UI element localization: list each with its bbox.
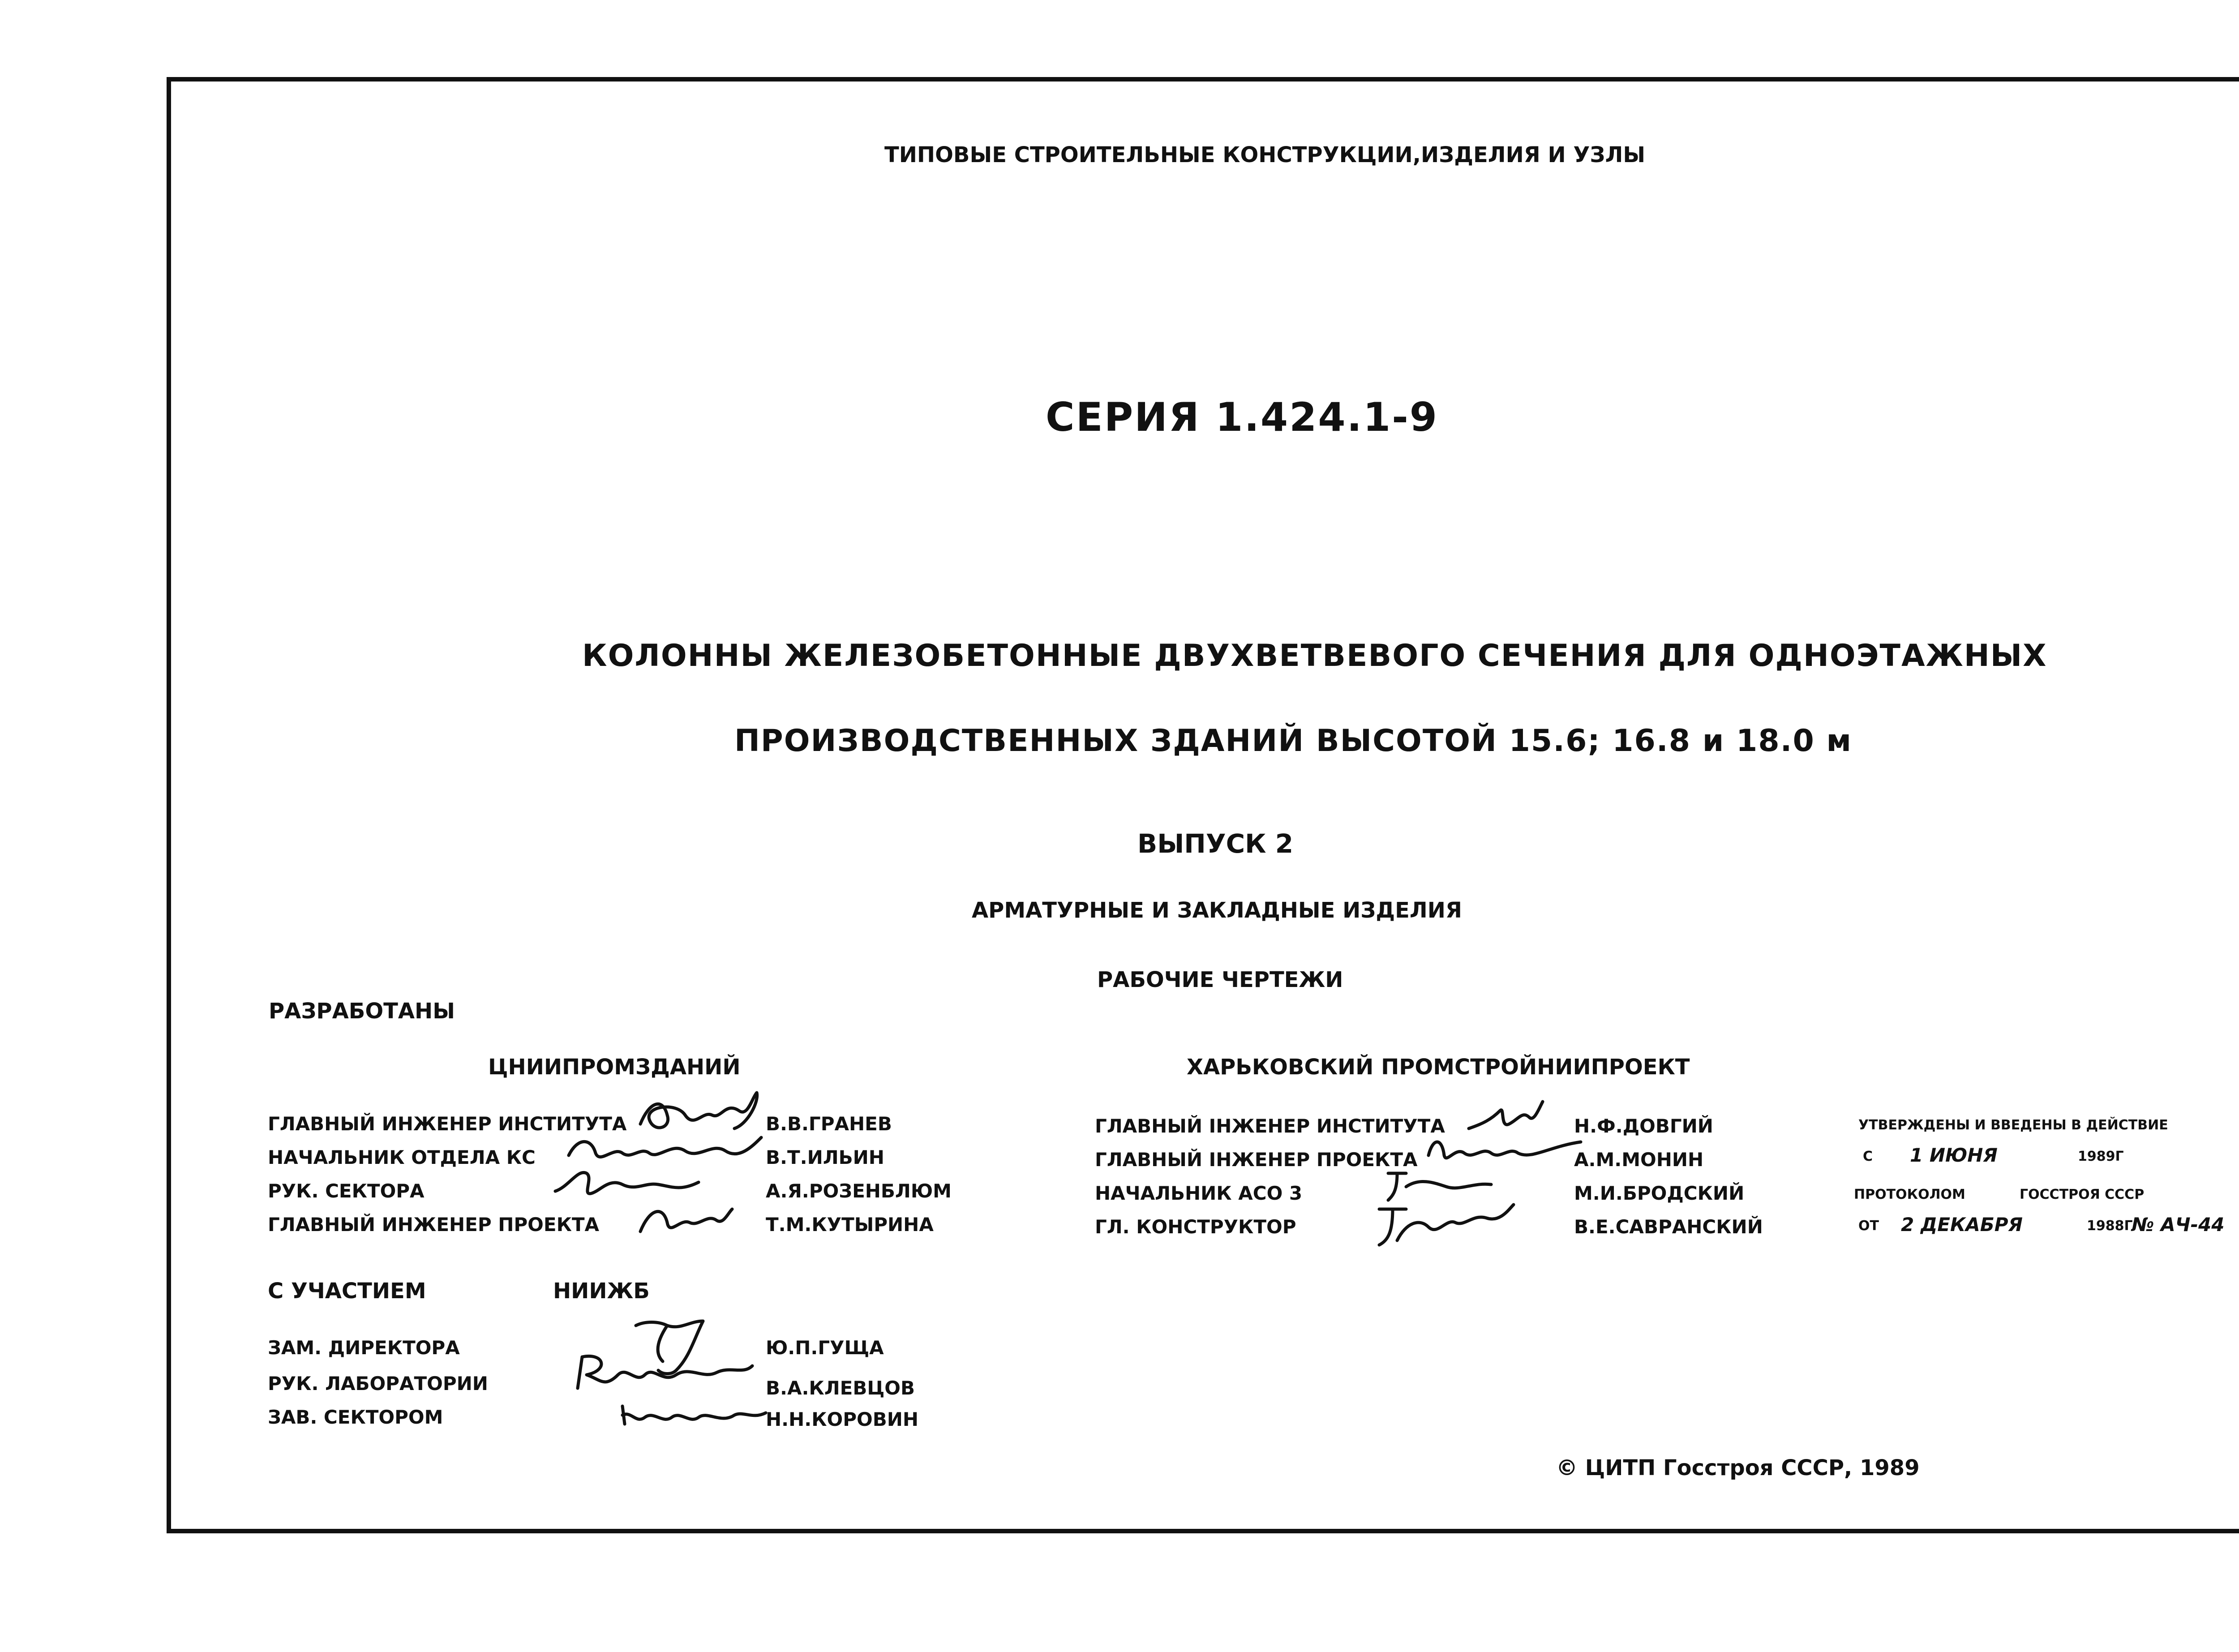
participation-person-1: Ю.П.ГУЩА — [766, 1337, 884, 1359]
participation-org: НИИЖБ — [553, 1279, 650, 1304]
series-title: СЕРИЯ 1.424.1-9 — [1046, 394, 1439, 440]
org2-person-4: В.Е.САВРАНСКИЙ — [1574, 1216, 1763, 1238]
approval-protocol: ПРОТОКОЛОМ — [1854, 1187, 1965, 1202]
participation-role-3: ЗАВ. СЕКТОРОМ — [268, 1406, 443, 1428]
participation-person-3: Н.Н.КОРОВИН — [766, 1408, 919, 1430]
title-line-2: ПРОИЗВОДСТВЕННЫХ ЗДАНИЙ ВЫСОТОЙ 15.6; 16.8 и 18.0 м — [734, 723, 1853, 759]
org1-role-1: ГЛАВНЫЙ ИНЖЕНЕР ИНСТИТУТА — [268, 1113, 627, 1135]
org1-name: ЦНИИПРОМЗДАНИЙ — [488, 1055, 741, 1080]
participation-label: С УЧАСТИЕМ — [268, 1279, 426, 1304]
org2-role-1: ГЛАВНЫЙ ІНЖЕНЕР ИНСТИТУТА — [1095, 1115, 1445, 1137]
org1-role-4: ГЛАВНЫЙ ИНЖЕНЕР ПРОЕКТА — [268, 1214, 600, 1236]
org1-role-3: РУК. СЕКТОРА — [268, 1180, 425, 1202]
signature-kutyrina — [636, 1196, 734, 1245]
participation-person-2: В.А.КЛЕВЦОВ — [766, 1377, 915, 1399]
org2-role-2: ГЛАВНЫЙ ІНЖЕНЕР ПРОЕКТА — [1095, 1149, 1418, 1171]
org2-person-2: А.М.МОНИН — [1574, 1149, 1704, 1171]
copyright: © ЦИТП Госстроя СССР, 1989 — [1556, 1455, 1920, 1480]
org2-person-1: Н.Ф.ДОВГИЙ — [1574, 1115, 1713, 1137]
org2-role-4: ГЛ. КОНСТРУКТОР — [1095, 1216, 1296, 1238]
participation-role-2: РУК. ЛАБОРАТОРИИ — [268, 1373, 488, 1395]
approval-agency: ГОССТРОЯ СССР — [2020, 1187, 2145, 1202]
working-drawings: РАБОЧИЕ ЧЕРТЕЖИ — [1097, 967, 1343, 992]
title-line-1: КОЛОННЫ ЖЕЛЕЗОБЕТОННЫЕ ДВУХВЕТВЕВОГО СЕЧЕНИЯ ДЛЯ ОДНОЭТАЖНЫХ — [582, 638, 2047, 674]
org1-person-1: В.В.ГРАНЕВ — [766, 1113, 892, 1135]
participation-role-1: ЗАМ. ДИРЕКТОРА — [268, 1337, 460, 1359]
approval-year-1: 1989Г — [2078, 1149, 2124, 1164]
developed-label: РАЗРАБОТАНЫ — [269, 999, 455, 1024]
signature-korovin — [618, 1397, 770, 1433]
approval-number: № АЧ-44 — [2132, 1214, 2225, 1236]
signature-klevtsov — [569, 1348, 757, 1397]
org2-name: ХАРЬКОВСКИЙ ПРОМСТРОЙНИИПРОЕКТ — [1187, 1055, 1690, 1080]
approval-of: ОТ — [1858, 1218, 1879, 1234]
org2-person-3: М.И.БРОДСКИЙ — [1574, 1182, 1745, 1204]
approval-line-1: УТВЕРЖДЕНЫ И ВВЕДЕНЫ В ДЕЙСТВИЕ — [1858, 1117, 2168, 1133]
org1-person-2: В.Т.ИЛЬИН — [766, 1146, 884, 1168]
issue-number: ВЫПУСК 2 — [1137, 828, 1294, 859]
subtitle: АРМАТУРНЫЕ И ЗАКЛАДНЫЕ ИЗДЕЛИЯ — [972, 898, 1462, 923]
approval-year-2: 1988Г — [2087, 1218, 2133, 1234]
org1-person-4: Т.М.КУТЫРИНА — [766, 1214, 934, 1236]
signature-savransky — [1370, 1196, 1518, 1254]
org1-role-2: НАЧАЛЬНИК ОТДЕЛА КС — [268, 1146, 536, 1168]
org1-person-3: А.Я.РОЗЕНБЛЮМ — [766, 1180, 952, 1202]
org2-role-3: НАЧАЛЬНИК АСО 3 — [1095, 1182, 1303, 1204]
approval-date-2: 2 ДЕКАБРЯ — [1901, 1214, 2023, 1236]
approval-date-1: 1 ИЮНЯ — [1910, 1144, 1998, 1166]
document-frame — [167, 77, 2239, 1533]
approval-from: С — [1863, 1149, 1873, 1164]
signature-monin — [1424, 1129, 1585, 1169]
header-text: ТИПОВЫЕ СТРОИТЕЛЬНЫЕ КОНСТРУКЦИИ,ИЗДЕЛИЯ И УЗЛЫ — [884, 142, 1646, 167]
